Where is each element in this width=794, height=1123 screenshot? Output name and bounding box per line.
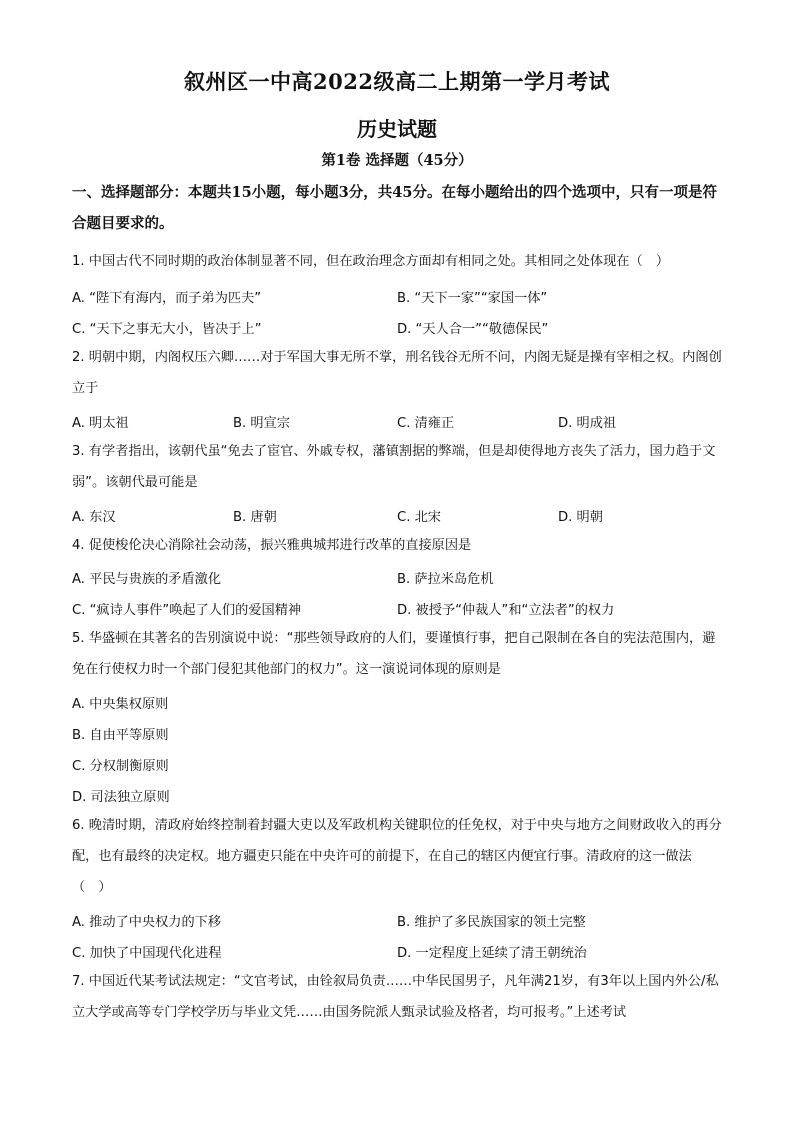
question-stem: 5. 华盛顿在其著名的告别演说中说：“那些领导政府的人们，要谨慎行事，把自己限制在各自的宪法范围内，避免在行使权力时一个部门侵犯其他部门的权力”。这一演说词体现的原则是 [72, 631, 716, 677]
question-option: B. 自由平等原则 [72, 728, 169, 743]
question-option: C. “天下之事无大小，皆决于上” [72, 322, 262, 337]
question-stem: 4. 促使梭伦决心消除社会动荡，振兴雅典城邦进行改革的直接原因是 [72, 538, 472, 553]
question-option: C. “疯诗人事件”唤起了人们的爱国精神 [72, 603, 302, 618]
question-option: A. “陛下有海内，而子弟为匹夫” [72, 291, 262, 306]
question-option: A. 平民与贵族的矛盾激化 [72, 572, 222, 587]
question-stem: 3. 有学者指出，该朝代虽“免去了宦官、外戚专权，藩镇割据的弊端，但是却使得地方丧失了活力，国力趋于文弱”。该朝代最可能是 [72, 444, 716, 490]
question-option: D. 明朝 [558, 510, 603, 525]
question-stem: 7. 中国近代某考试法规定：“文官考试，由铨叙局负责……中华民国男子，凡年满21岁，有3年以上国内外公/私立大学或高等专门学校学历与毕业文凭……由国务院派人甄录试验及格者，均可报考。”上述考试 [72, 974, 719, 1020]
question-stem: 1. 中国古代不同时期的政治体制显著不同，但在政治理念方面却有相同之处。其相同之处体现在（ ） [72, 254, 670, 269]
question-option: D. 一定程度上延续了清王朝统治 [397, 946, 587, 961]
question-option: B. “天下一家”“家国一体” [397, 291, 548, 306]
question-option: D. 司法独立原则 [72, 790, 170, 805]
question-option: A. 东汉 [72, 510, 116, 525]
question-option: D. 被授予“仲裁人”和“立法者”的权力 [397, 603, 615, 618]
exam-title: 叙州区一中高2022级高二上期第一学月考试 [184, 69, 610, 94]
question-option: A. 推动了中央权力的下移 [72, 915, 222, 930]
question-option: C. 分权制衡原则 [72, 759, 169, 774]
question-stem: 6. 晚清时期，清政府始终控制着封疆大吏以及军政机构关键职位的任免权，对于中央与地方之间财政收入的再分配，也有最终的决定权。地方疆吏只能在中央许可的前提下，在自己的辖区内便宜行事。清政府的这一做法（ ） [72, 818, 722, 895]
question-option: B. 维护了多民族国家的领土完整 [397, 915, 586, 930]
subject-title: 历史试题 [357, 117, 437, 141]
question-option: B. 萨拉米岛危机 [397, 572, 494, 587]
question-option: C. 加快了中国现代化进程 [72, 946, 222, 961]
question-option: D. 明成祖 [558, 416, 617, 431]
question-option: C. 清雍正 [397, 416, 455, 431]
question-option: A. 中央集权原则 [72, 697, 169, 712]
question-option: A. 明太祖 [72, 416, 129, 431]
question-option: B. 明宣宗 [233, 416, 290, 431]
volume-heading: 第1卷 选择题（45分） [321, 152, 473, 169]
section-instruction: 一、选择题部分：本题共15小题，每小题3分，共45分。在每小题给出的四个选项中，只有一项是符合题目要求的。 [72, 184, 717, 232]
question-stem: 2. 明朝中期，内阁权压六卿……对于军国大事无所不掌，刑名钱谷无所不问，内阁无疑是操有宰相之权。内阁创立于 [72, 350, 722, 396]
question-option: D. “天人合一”“敬德保民” [397, 322, 549, 337]
question-option: B. 唐朝 [233, 510, 277, 525]
question-option: C. 北宋 [397, 510, 441, 525]
